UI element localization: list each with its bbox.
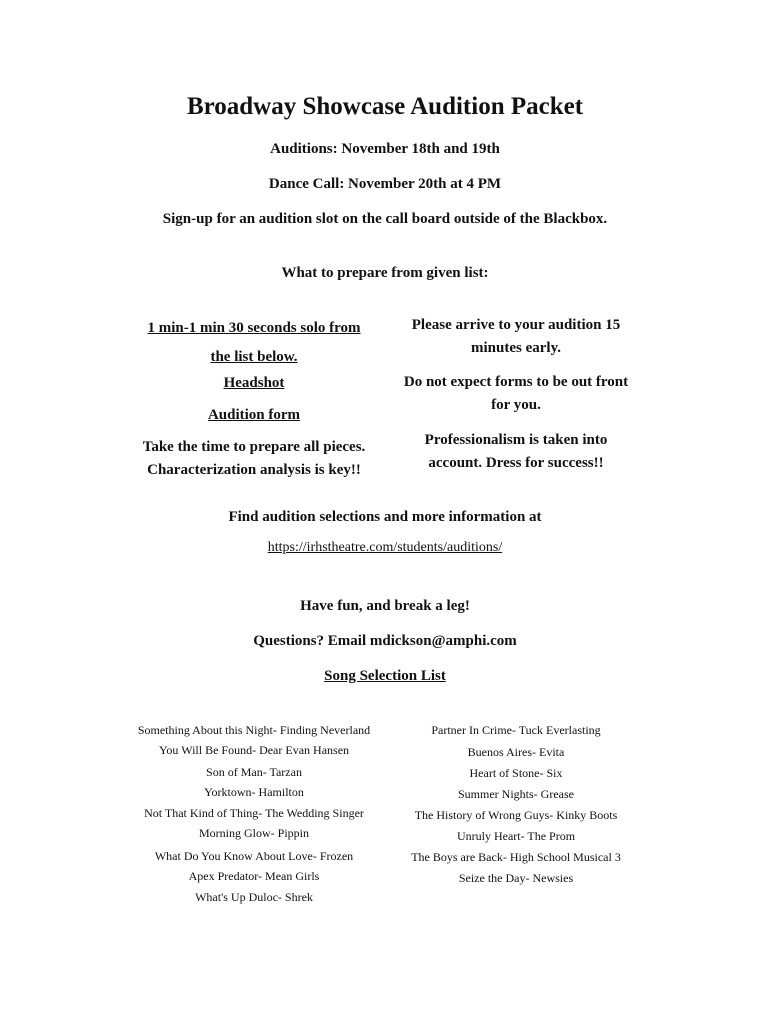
solo-requirement-line-1: 1 min-1 min 30 seconds solo from bbox=[147, 320, 361, 336]
song-item: What's Up Duloc- Shrek bbox=[195, 890, 313, 904]
professionalism-note-line-2: account. Dress for success!! bbox=[428, 455, 604, 471]
song-item: What Do You Know About Love- Frozen bbox=[154, 849, 354, 863]
song-item: Morning Glow- Pippin bbox=[198, 826, 309, 840]
song-item: The Boys are Back- High School Musical 3 bbox=[411, 850, 621, 864]
signup-instructions: Sign-up for an audition slot on the call board outside of the Blackbox. bbox=[162, 211, 608, 227]
forms-note-line-1: Do not expect forms to be out front bbox=[403, 374, 629, 390]
song-item: Yorktown- Hamilton bbox=[204, 785, 304, 799]
dance-call-date: Dance Call: November 20th at 4 PM bbox=[268, 176, 502, 192]
professionalism-note bbox=[395, 429, 637, 475]
arrival-note-line-1: Please arrive to your audition 15 bbox=[411, 317, 621, 333]
forms-note bbox=[395, 371, 637, 417]
auditions-date: Auditions: November 18th and 19th bbox=[270, 141, 500, 157]
song-item: Buenos Aires- Evita bbox=[467, 745, 565, 759]
song-item: Something About this Night- Finding Neverland bbox=[137, 723, 371, 737]
questions-contact: Questions? Email mdickson@amphi.com bbox=[253, 633, 517, 649]
solo-requirement bbox=[133, 314, 375, 372]
prepare-heading: What to prepare from given list: bbox=[281, 265, 489, 281]
find-info-text: Find audition selections and more information at bbox=[228, 509, 542, 525]
audition-form-requirement: Audition form bbox=[207, 407, 301, 423]
page-title: Broadway Showcase Audition Packet bbox=[186, 93, 584, 120]
song-item: Summer Nights- Grease bbox=[458, 787, 574, 801]
song-list-heading: Song Selection List bbox=[324, 668, 446, 684]
prepare-note-line-2: Characterization analysis is key!! bbox=[147, 462, 361, 478]
song-item: Heart of Stone- Six bbox=[469, 766, 563, 780]
have-fun-text: Have fun, and break a leg! bbox=[300, 598, 470, 614]
song-item: Apex Predator- Mean Girls bbox=[188, 869, 320, 883]
song-item: Not That Kind of Thing- The Wedding Singer bbox=[144, 806, 364, 820]
headshot-requirement: Headshot bbox=[223, 375, 285, 391]
prepare-note-line-1: Take the time to prepare all pieces. bbox=[142, 439, 366, 455]
song-item: Son of Man- Tarzan bbox=[206, 765, 302, 779]
arrival-note bbox=[395, 314, 637, 360]
song-item: Seize the Day- Newsies bbox=[458, 871, 574, 885]
song-item: Partner In Crime- Tuck Everlasting bbox=[431, 723, 601, 737]
solo-requirement-line-2: the list below. bbox=[210, 349, 298, 365]
song-item: The History of Wrong Guys- Kinky Boots bbox=[414, 808, 618, 822]
auditions-link[interactable]: https://irhstheatre.com/students/auditions/ bbox=[267, 540, 503, 555]
forms-note-line-2: for you. bbox=[491, 397, 541, 413]
song-item: You Will Be Found- Dear Evan Hansen bbox=[158, 743, 350, 757]
prepare-note bbox=[133, 436, 375, 482]
professionalism-note-line-1: Professionalism is taken into bbox=[424, 432, 608, 448]
song-item: Unruly Heart- The Prom bbox=[456, 829, 576, 843]
arrival-note-line-2: minutes early. bbox=[471, 340, 561, 356]
